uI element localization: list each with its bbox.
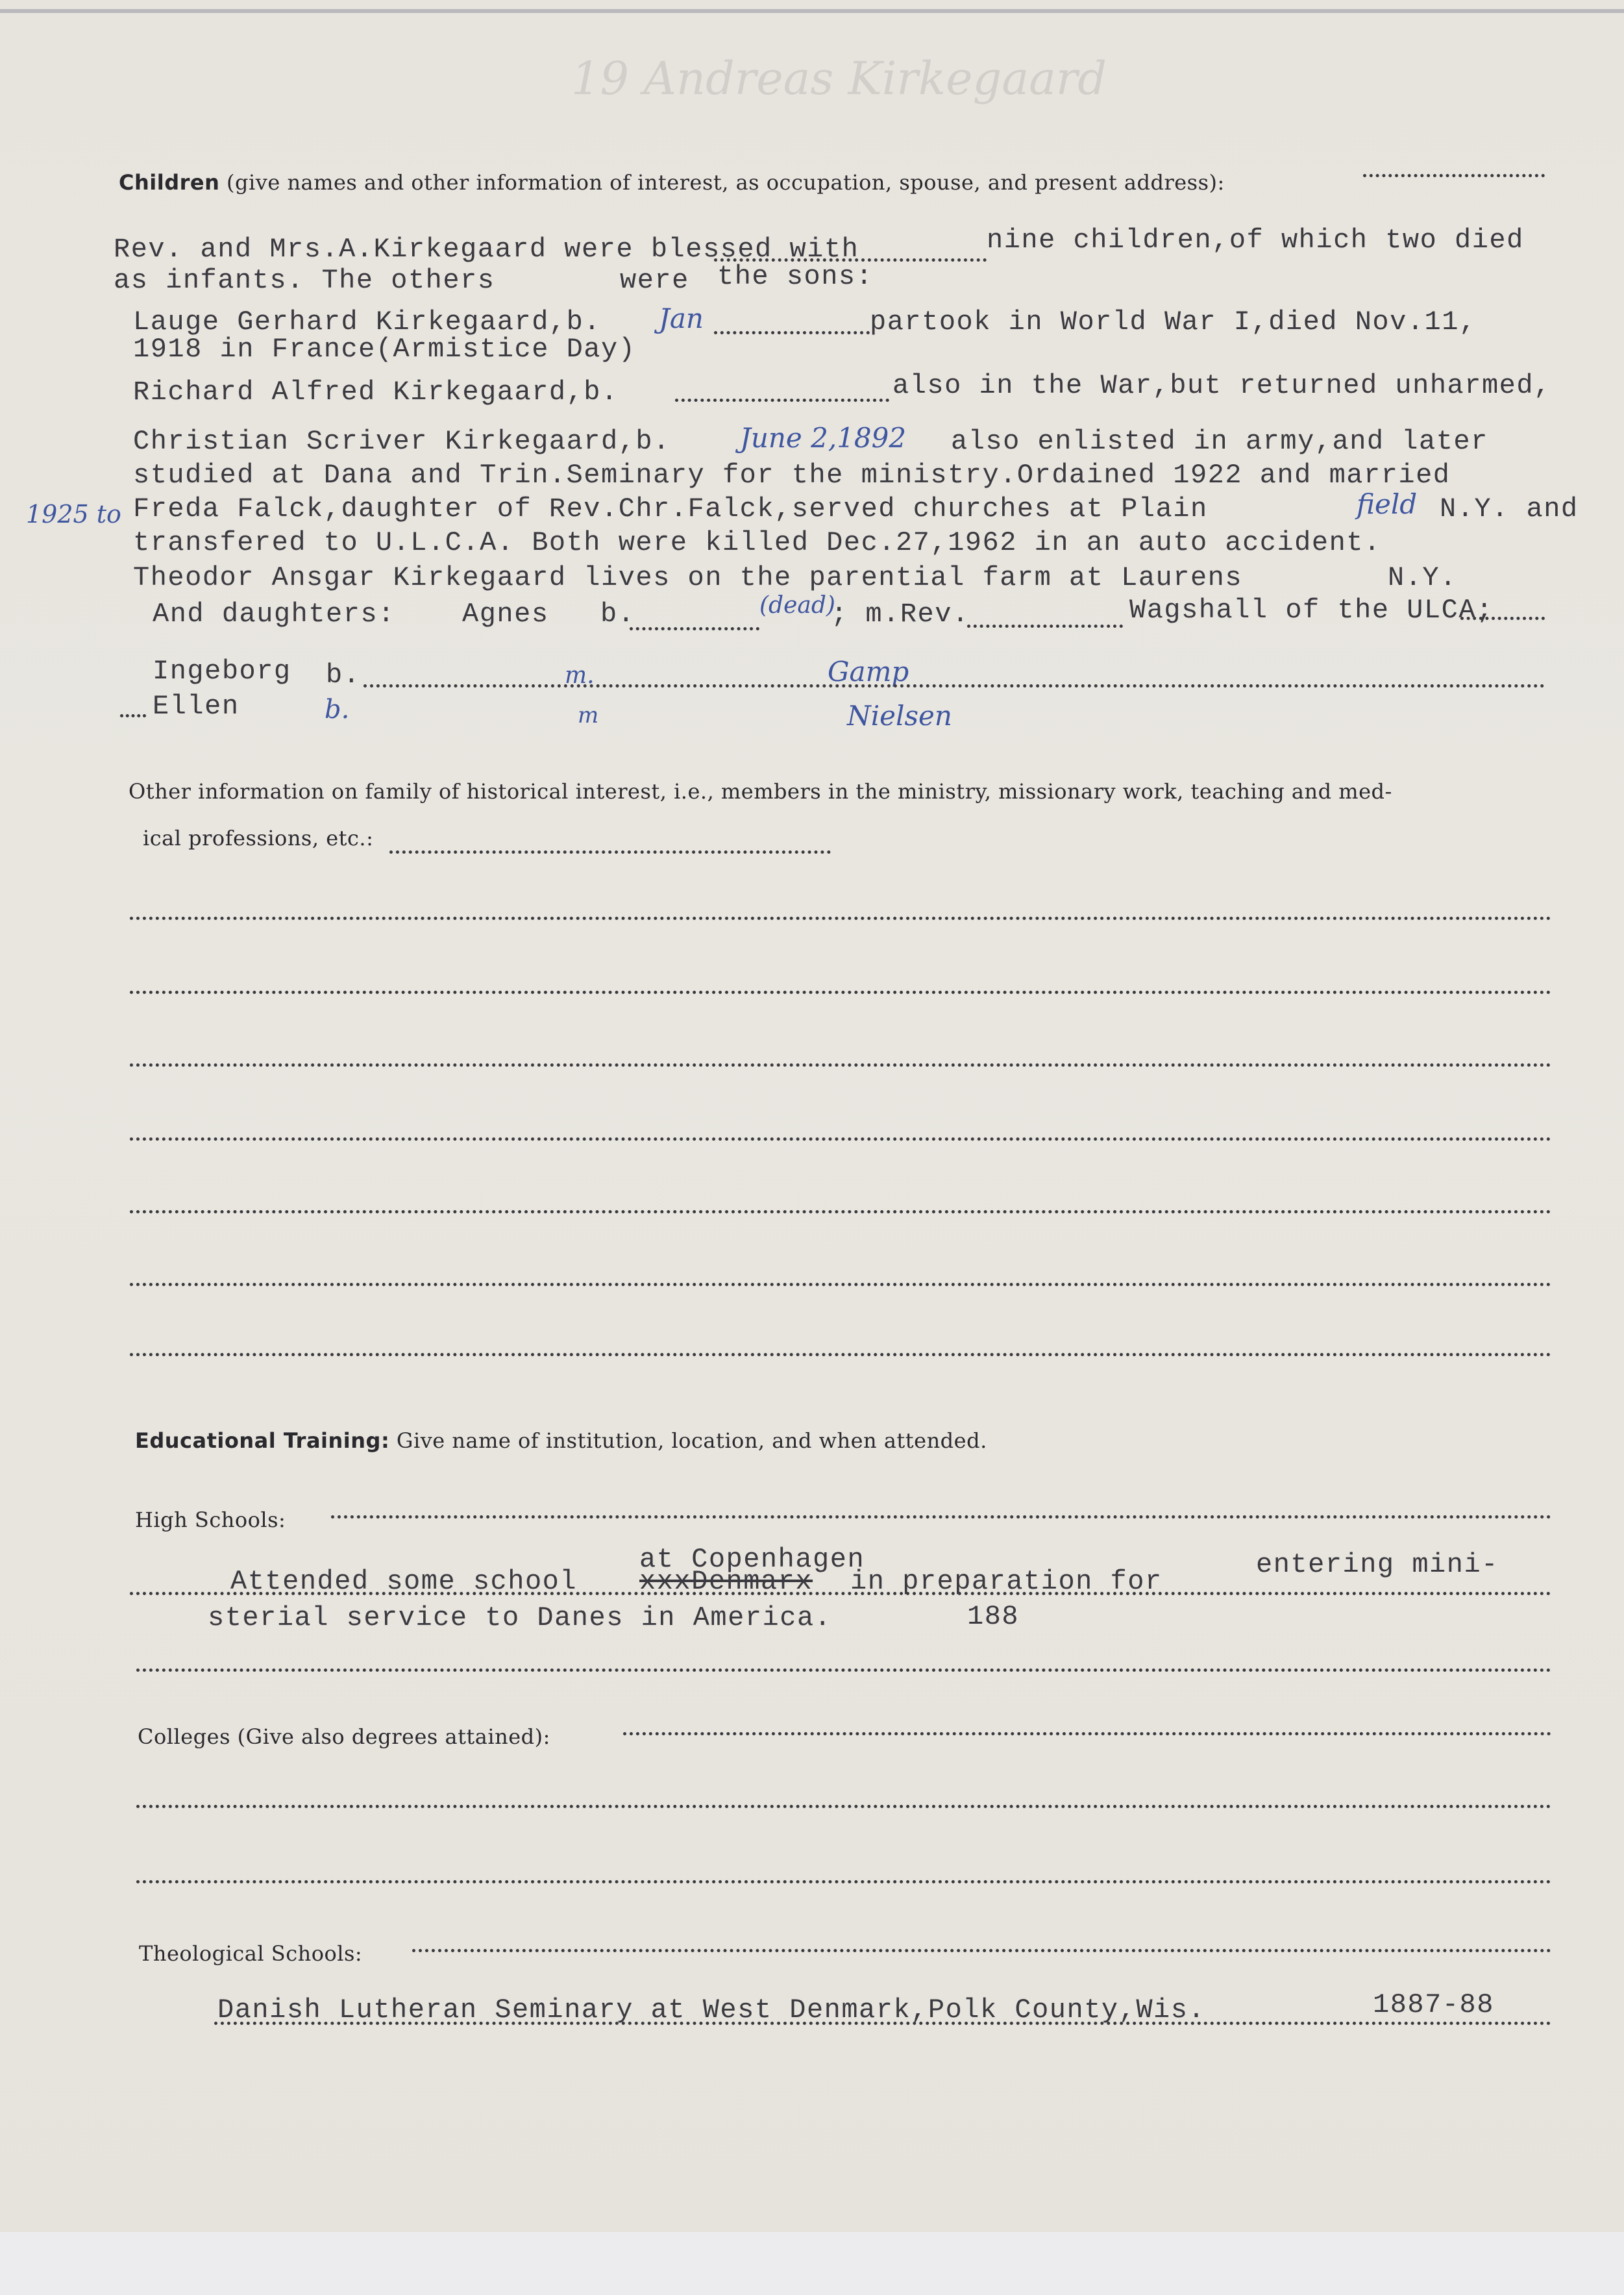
hs-line-2: sterial service to Danes in America. bbox=[208, 1602, 832, 1633]
theological-label: Theological Schools: bbox=[139, 1941, 363, 1966]
hw-m1: m. bbox=[565, 662, 595, 689]
children-label-rest: (give names and other information of interest, as occupation, spouse, and present address): bbox=[227, 170, 1225, 195]
other-info-line-5 bbox=[130, 1210, 1551, 1213]
children-label bbox=[119, 170, 1225, 195]
high-schools-label: High Schools: bbox=[135, 1507, 286, 1532]
child-line-3: Lauge Gerhard Kirkegaard,b. bbox=[133, 306, 602, 338]
other-info-leader-0 bbox=[389, 850, 831, 854]
child-line-11e: Wagshall of the ULCA; bbox=[1129, 595, 1494, 626]
hw-birthdate: June 2,1892 bbox=[740, 422, 907, 454]
bleed-through-text: 19 Andreas Kirkegaard bbox=[571, 52, 1107, 105]
hs-line-1c: xxxDenmarx bbox=[639, 1566, 813, 1597]
theological-years: 1887-88 bbox=[1373, 1989, 1494, 2020]
hs-line-1a: at Copenhagen bbox=[639, 1544, 865, 1575]
child-leader-6 bbox=[363, 684, 1545, 688]
child-line-2b: were bbox=[620, 265, 689, 296]
child-line-1: Rev. and Mrs.A.Kirkegaard were blessed with bbox=[114, 234, 859, 265]
child-line-10b: N.Y. bbox=[1388, 562, 1457, 593]
child-line-2c: the sons: bbox=[717, 261, 874, 292]
children-label-bold: Children bbox=[119, 170, 220, 195]
child-line-5b: also in the War,but returned unharmed, bbox=[892, 370, 1551, 401]
high-schools-leader bbox=[331, 1515, 1551, 1519]
other-info-line-1 bbox=[130, 917, 1551, 920]
child-line-6: Christian Scriver Kirkegaard,b. bbox=[133, 426, 671, 457]
other-info-label-2: ical professions, etc.: bbox=[143, 826, 374, 850]
child-line-6b: also enlisted in army,and later bbox=[951, 426, 1488, 457]
child-line-8b: N.Y. and bbox=[1440, 493, 1579, 525]
other-info-line-7 bbox=[130, 1353, 1551, 1356]
other-info-line-3 bbox=[130, 1063, 1551, 1067]
child-leader-5b bbox=[1460, 617, 1545, 620]
education-heading bbox=[135, 1428, 987, 1453]
education-heading-rest: Give name of institution, location, and when attended. bbox=[396, 1428, 987, 1453]
other-info-label-1: Other information on family of historical interest, i.e., members in the ministry, missionary work, teaching and med- bbox=[129, 779, 1392, 804]
bottom-scan-band bbox=[0, 2232, 1624, 2295]
hs-line-2b: 188 bbox=[967, 1601, 1020, 1632]
hw-1925: 1925 to bbox=[26, 500, 121, 528]
children-leader bbox=[1363, 174, 1545, 177]
hs-line-1d: in preparation for bbox=[850, 1566, 1163, 1597]
child-line-3b: partook in World War I,died Nov.11, bbox=[870, 306, 1477, 338]
child-leader-3 bbox=[675, 399, 889, 402]
hs-leader-1 bbox=[130, 1592, 1551, 1595]
colleges-label: Colleges (Give also degrees attained): bbox=[138, 1724, 550, 1749]
child-line-11c: b. bbox=[600, 599, 635, 630]
child-line-2: as infants. The others bbox=[114, 265, 495, 296]
child-leader-2 bbox=[714, 331, 870, 334]
hw-dead: (dead) bbox=[759, 592, 835, 619]
theological-line: Danish Lutheran Seminary at West Denmark,Polk County,Wis. bbox=[217, 1994, 1206, 2026]
child-line-11: And daughters: bbox=[153, 599, 395, 630]
other-info-line-4 bbox=[130, 1137, 1551, 1141]
colleges-leader-0 bbox=[623, 1732, 1551, 1735]
child-leader-5 bbox=[967, 625, 1123, 628]
child-leader-7 bbox=[120, 714, 146, 717]
child-leader-4 bbox=[630, 627, 759, 630]
colleges-line-1 bbox=[136, 1805, 1551, 1808]
hw-jan: Jan bbox=[659, 303, 704, 334]
colleges-line-2 bbox=[136, 1880, 1551, 1883]
child-line-11d: ; m.Rev. bbox=[831, 599, 970, 630]
child-leader-1 bbox=[714, 258, 987, 262]
hw-nielsen: Nielsen bbox=[847, 700, 952, 732]
child-line-1b: nine children,of which two died bbox=[987, 225, 1524, 256]
hs-leader-2 bbox=[136, 1669, 1551, 1672]
child-line-13: Ellen bbox=[153, 691, 240, 722]
child-line-8: Freda Falck,daughter of Rev.Chr.Falck,served churches at Plain bbox=[133, 493, 1208, 525]
theological-line-leader bbox=[214, 2022, 1551, 2025]
child-line-11b: Agnes bbox=[462, 599, 549, 630]
other-info-line-6 bbox=[130, 1283, 1551, 1286]
top-edge-line bbox=[0, 9, 1624, 13]
child-line-12b: b. bbox=[326, 660, 361, 691]
child-line-10: Theodor Ansgar Kirkegaard lives on the parential farm at Laurens bbox=[133, 562, 1243, 593]
education-heading-bold: Educational Training: bbox=[135, 1428, 390, 1453]
child-line-9: transfered to U.L.C.A. Both were killed Dec.27,1962 in an auto accident. bbox=[133, 527, 1381, 558]
theological-leader bbox=[412, 1949, 1551, 1952]
hw-m2: m bbox=[578, 702, 599, 728]
hw-field: field bbox=[1357, 488, 1418, 520]
hs-line-1e: entering mini- bbox=[1256, 1549, 1499, 1580]
child-line-12: Ingeborg bbox=[153, 656, 291, 687]
child-line-4: 1918 in France(Armistice Day) bbox=[133, 334, 636, 365]
hw-gamp: Gamp bbox=[828, 656, 909, 688]
child-line-7: studied at Dana and Trin.Seminary for the ministry.Ordained 1922 and married bbox=[133, 460, 1451, 491]
hw-b: b. bbox=[325, 695, 350, 725]
child-line-5: Richard Alfred Kirkegaard,b. bbox=[133, 377, 619, 408]
other-info-line-2 bbox=[130, 991, 1551, 994]
hs-line-1b: Attended some school bbox=[230, 1566, 578, 1597]
